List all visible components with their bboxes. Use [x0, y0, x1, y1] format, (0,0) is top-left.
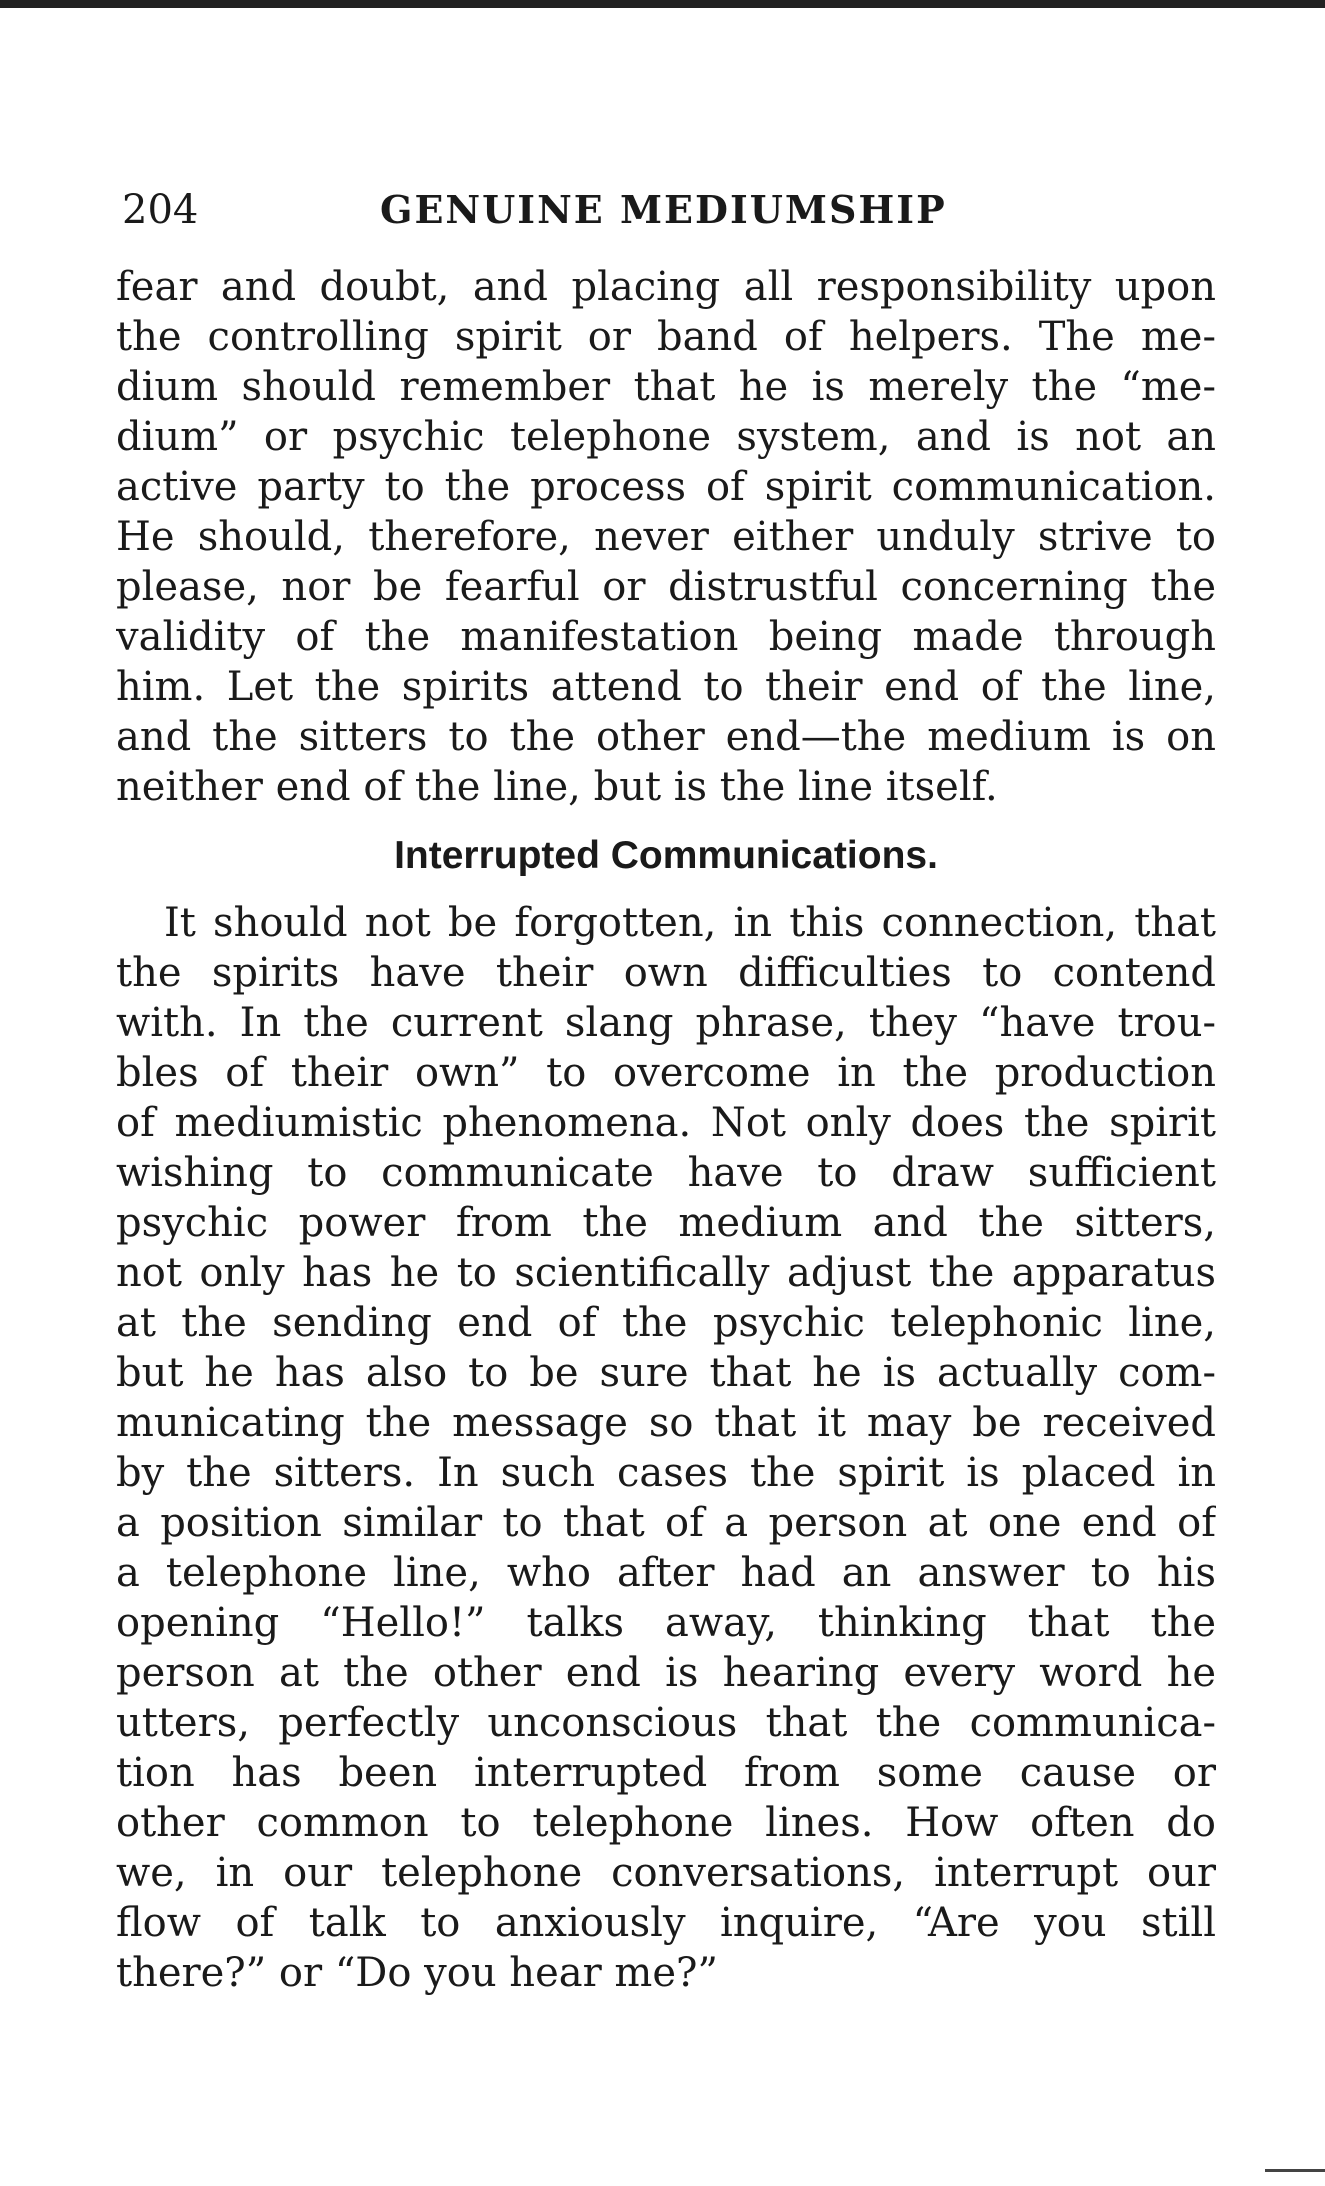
body-paragraph-1	[116, 262, 1216, 812]
text-line: but he has also to be sure that he is actually com-	[116, 1350, 1216, 1396]
text-line: neither end of the line, but is the line itself.	[116, 764, 998, 810]
text-line: other common to telephone lines. How often do	[116, 1800, 1216, 1846]
section-heading: Interrupted Communications.	[394, 834, 938, 877]
text-line: psychic power from the medium and the sitters,	[116, 1200, 1216, 1246]
text-line: wishing to communicate have to draw sufficient	[116, 1150, 1216, 1196]
text-line: the controlling spirit or band of helpers. The me-	[116, 314, 1216, 360]
text-line: by the sitters. In such cases the spirit is placed in	[116, 1450, 1216, 1496]
text-line: fear and doubt, and placing all responsibility upon	[116, 264, 1216, 310]
text-line: of mediumistic phenomena. Not only does the spirit	[116, 1100, 1216, 1146]
text-line: person at the other end is hearing every word he	[116, 1650, 1216, 1696]
text-line: active party to the process of spirit communication.	[116, 464, 1216, 510]
top-border-rule	[0, 0, 1325, 8]
text-line: dium” or psychic telephone system, and is not an	[116, 414, 1216, 460]
text-line: and the sitters to the other end—the medium is on	[116, 714, 1216, 760]
text-line: It should not be forgotten, in this connection, that	[164, 900, 1216, 946]
text-line: municating the message so that it may be received	[116, 1400, 1216, 1446]
text-line: flow of talk to anxiously inquire, “Are you still	[116, 1900, 1216, 1946]
text-line: utters, perfectly unconscious that the communica-	[116, 1700, 1216, 1746]
text-line: a position similar to that of a person at one end of	[116, 1500, 1216, 1546]
page-number: 204	[122, 187, 199, 233]
text-line: there?” or “Do you hear me?”	[116, 1950, 718, 1996]
text-line: with. In the current slang phrase, they “have trou-	[116, 1000, 1216, 1046]
text-line: tion has been interrupted from some cause or	[116, 1750, 1216, 1796]
body-paragraph-2	[116, 898, 1216, 1998]
page-header	[122, 182, 1217, 238]
page-corner-mark	[1265, 2169, 1325, 2172]
text-line: the spirits have their own difficulties to contend	[116, 950, 1216, 996]
text-line: opening “Hello!” talks away, thinking that the	[116, 1600, 1216, 1646]
text-line: not only has he to scientifically adjust the apparatus	[116, 1250, 1216, 1296]
text-line: He should, therefore, never either unduly strive to	[116, 514, 1216, 560]
text-line: we, in our telephone conversations, interrupt our	[116, 1850, 1216, 1896]
text-line: validity of the manifestation being made through	[116, 614, 1216, 660]
text-line: a telephone line, who after had an answer to his	[116, 1550, 1216, 1596]
text-line: dium should remember that he is merely the “me-	[116, 364, 1216, 410]
text-line: at the sending end of the psychic telephonic line,	[116, 1300, 1216, 1346]
text-line: him. Let the spirits attend to their end of the line,	[116, 664, 1216, 710]
text-line: please, nor be fearful or distrustful concerning the	[116, 564, 1216, 610]
running-title: GENUINE MEDIUMSHIP	[380, 187, 947, 232]
text-line: bles of their own” to overcome in the production	[116, 1050, 1216, 1096]
